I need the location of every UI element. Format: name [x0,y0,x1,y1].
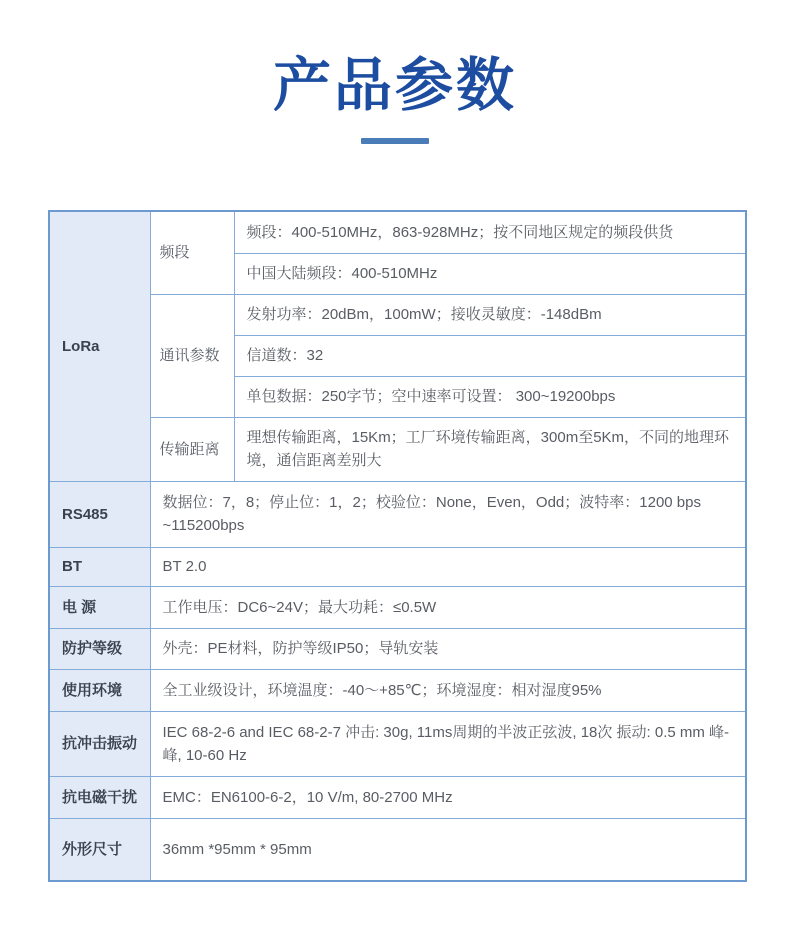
table-row [49,818,746,881]
spec-sublabel-frequency-band: 频段 [150,211,234,294]
spec-label-emi: 抗电磁干扰 [49,776,150,818]
spec-value-frequency-band-2: 中国大陆频段：400-510MHz [234,253,746,294]
page-title: 产品参数 [272,53,517,118]
spec-value-emi: EMC：EN6100-6-2，10 V/m, 80-2700 MHz [150,776,746,818]
table-row [49,294,746,335]
spec-label-protection-grade: 防护等级 [49,628,150,669]
spec-value-comm-params-1: 发射功率：20dBm，100mW；接收灵敏度：-148dBm [234,294,746,335]
spec-value-comm-params-2: 信道数：32 [234,335,746,376]
spec-label-shock-vibration: 抗冲击振动 [49,711,150,776]
table-row [49,711,746,776]
spec-label-power: 电 源 [49,586,150,628]
spec-sublabel-comm-params: 通讯参数 [150,294,234,417]
table-row [49,628,746,669]
spec-label-bt: BT [49,547,150,586]
spec-value-protection-grade: 外壳：PE材料，防护等级IP50；导轨安装 [150,628,746,669]
spec-value-bt: BT 2.0 [150,547,746,586]
spec-table [48,210,747,882]
table-row [49,417,746,481]
spec-value-transmission-distance: 理想传输距离，15Km；工厂环境传输距离，300m至5Km，不同的地理环境，通信距离差别大 [234,417,746,481]
table-row [49,669,746,711]
spec-label-rs485: RS485 [49,481,150,547]
table-row [49,547,746,586]
table-row [49,776,746,818]
spec-value-shock-vibration: IEC 68-2-6 and IEC 68-2-7 冲击: 30g, 11ms周期的半波正弦波, 18次 振动: 0.5 mm 峰-峰, 10-60 Hz [150,711,746,776]
table-row [49,586,746,628]
spec-value-frequency-band-1: 频段：400-510MHz，863-928MHz；按不同地区规定的频段供货 [234,211,746,253]
spec-value-rs485: 数据位：7，8；停止位：1，2；校验位：None，Even，Odd；波特率：1200 bps ~115200bps [150,481,746,547]
title-underline-bar [361,138,429,144]
spec-value-power: 工作电压：DC6~24V；最大功耗：≤0.5W [150,586,746,628]
spec-value-operating-environment: 全工业级设计，环境温度：-40～+85℃；环境湿度：相对湿度95% [150,669,746,711]
spec-label-operating-environment: 使用环境 [49,669,150,711]
spec-value-comm-params-3: 单包数据：250字节；空中速率可设置： 300~19200bps [234,376,746,417]
spec-sublabel-transmission-distance: 传输距离 [150,417,234,481]
spec-label-lora: LoRa [49,211,150,481]
table-row [49,481,746,547]
spec-value-dimensions: 36mm *95mm * 95mm [150,818,746,881]
spec-label-dimensions: 外形尺寸 [49,818,150,881]
table-row [49,211,746,253]
